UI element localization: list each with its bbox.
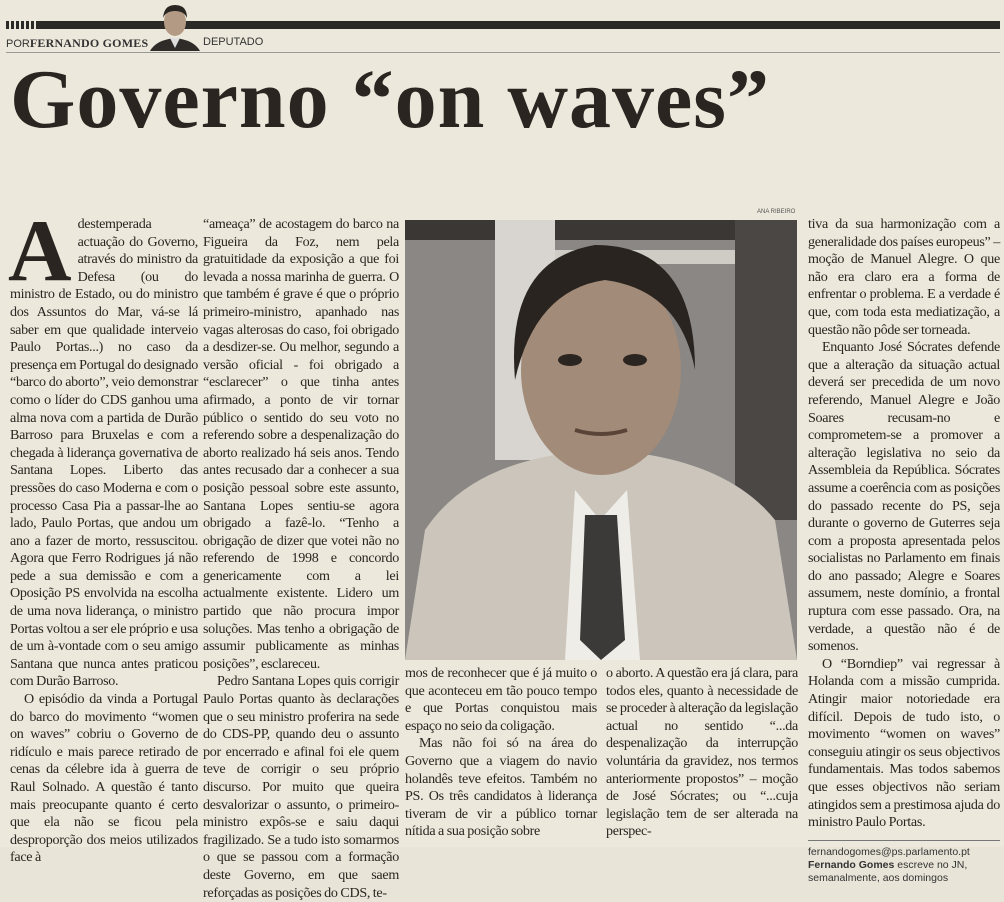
byline: [6, 36, 148, 51]
paragraph: Mas não foi só na área do Governo que a viagem do navio holandês teve efeitos. Também no PS. Os três candidatos à liderança tiveram de vir a público tornar nítida a sua posição sobre: [405, 735, 597, 840]
paragraph: tiva da sua harmonização com a generalidade dos países europeus” – moção de Manuel Alegre. O que não era claro era a forma de enfrentar o problema. E a verdade é que, com toda esta mediatização, a questão não pôde ser torneada.: [808, 216, 1000, 338]
photo-credit: ANA RIBEIRO: [757, 209, 796, 215]
paragraph: o aborto. A questão era já clara, para todos eles, quanto à necessidade de se proceder à alteração da legislação actual no sentido “...da despenalização da interrupção voluntária da gravidez, nos termos anteriormente propostos” – moção de José Sócrates; ou “...cuja legislação tem de ser alterada na perspec-: [606, 665, 798, 840]
photo-portrait: [405, 220, 797, 660]
paragraph: O episódio da vinda a Portugal do barco do movimento “women on waves” cobriu o Governo de ridículo e mais parece retirado de cenas da célebre ida à guerra de Raul Solnado. A questão é tanto mais preocupante quanto é certo que ela não se ficou pela desproporção dos meios utilizados face à: [10, 691, 198, 866]
author-role: DEPUTADO: [203, 36, 264, 48]
author-name: FERNANDO GOMES: [29, 36, 149, 50]
paragraph: Enquanto José Sócrates defende que a alteração da situação actual deverá ser precedida de um novo referendo, Manuel Alegre e João Soares recusam-no e comprometem-se a promover a alteração legislativa no seio da Assembleia da República. Sócrates assume a coerência com as posições do passado recente do PS, seja durante o governo de Guterres seja com a proposta apresentada pelos socialistas no Parlamento em finais do ano passado; Alegre e Soares assumem, neste domínio, a frontal ruptura com esse passado. Ora, na verdade, a questão não é de somenos.: [808, 339, 1000, 655]
paragraph: “ameaça” de acostagem do barco na Figueira da Foz, nem pela gratuitidade da exposição a que foi levada a nossa marinha de guerra. O que também é grave é que o próprio primeiro-ministro, apanhado nas vagas alterosas do caso, foi obrigado a desdizer-se. Ou melhor, segundo a versão oficial - foi obrigado a “esclarecer” o que tinha antes afirmado, a ponto de vir tornar público o sentido do seu voto no referendo sobre a despenalização do aborto realizado há seis anos. Tendo antes recusado dar a conhecer a sua posição pessoal sobre este assunto, Santana Lopes sentiu-se agora obrigado a fazê-lo. “Tenho a obrigação de dizer que votei não no referendo de 1998 e concordo genericamente com a lei actualmente existente. Lidero um partido que não procura impor soluções. Mas tenho a obrigação de assumir publicamente as minhas posições”, esclareceu.: [203, 216, 399, 672]
footer-author-name: Fernando Gomes: [808, 858, 895, 871]
column-2: [203, 216, 399, 902]
paragraph: [8, 203, 198, 691]
paragraph: O “Borndiep” vai regressar à Holanda com a missão cumprida. Atingir maior notoriedade era difícil. Depois de tudo isto, o movimento “women on waves” conseguiu atingir os seus objectivos fundamentais. Mas todos sabemos que esses objectivos não seriam atingidos sem a prestimosa ajuda do ministro Paulo Portas.: [808, 655, 1000, 831]
paragraph: Pedro Santana Lopes quis corrigir Paulo Portas quanto às declarações que o seu ministro proferira na sede do CDS-PP, quando deu o assunto por encerrado e afinal foi ele quem teve de corrigir o seu próprio discurso. Por muito que queira desvalorizar o assunto, o primeiro-ministro expôs-se e saiu daqui fragilizado. Se a tudo isto somarmos o que se passou com a formação deste Governo, em que saem reforçadas as posições do CDS, te-: [203, 673, 399, 901]
paragraph-text: destemperada actuação do Governo, através do ministro da Defesa (ou do ministro de Estado, ou do ministro dos Assuntos do Mar, vá-se lá saber em que qualidade interveio Paulo Portas...) no caso da presença em Portugal do designado “barco do aborto”, veio demonstrar como o líder do CDS ganhou uma alma nova com a partida de Durão Barroso para Bruxelas e com a chegada à liderança governativa de Santana Lopes. Liberto das pressões do caso Moderna e com o processo Casa Pia a passar-lhe ao lado, Paulo Portas, que andou um ano a fazer de morto, ressuscitou. Agora que Ferro Rodrigues já não pede a sua demissão e com a Oposição PS envolvida na escolha de uma nova liderança, o ministro Portas voltou a ser ele próprio e usa de um à-vontade com o seu amigo Santana que nunca antes praticou com Durão Barroso.: [10, 216, 198, 690]
author-portrait: [150, 2, 200, 51]
headline: Governo “on waves”: [10, 53, 770, 146]
byline-prefix: POR: [6, 38, 30, 50]
column-4: [606, 665, 798, 841]
column-1: [8, 203, 198, 867]
header-ticks: [6, 21, 38, 29]
footer-note: escreve no JN, semanalmente, aos domingos: [808, 858, 968, 884]
paragraph: mos de reconhecer que é já muito o que aconteceu em tão pouco tempo e que Portas conquistou mais espaço no seio da coligação.: [405, 665, 597, 734]
drop-cap: A: [8, 203, 72, 300]
column-3: [405, 665, 597, 841]
author-email[interactable]: fernandogomes@ps.parlamento.pt: [808, 845, 970, 858]
column-5: [808, 216, 1000, 885]
